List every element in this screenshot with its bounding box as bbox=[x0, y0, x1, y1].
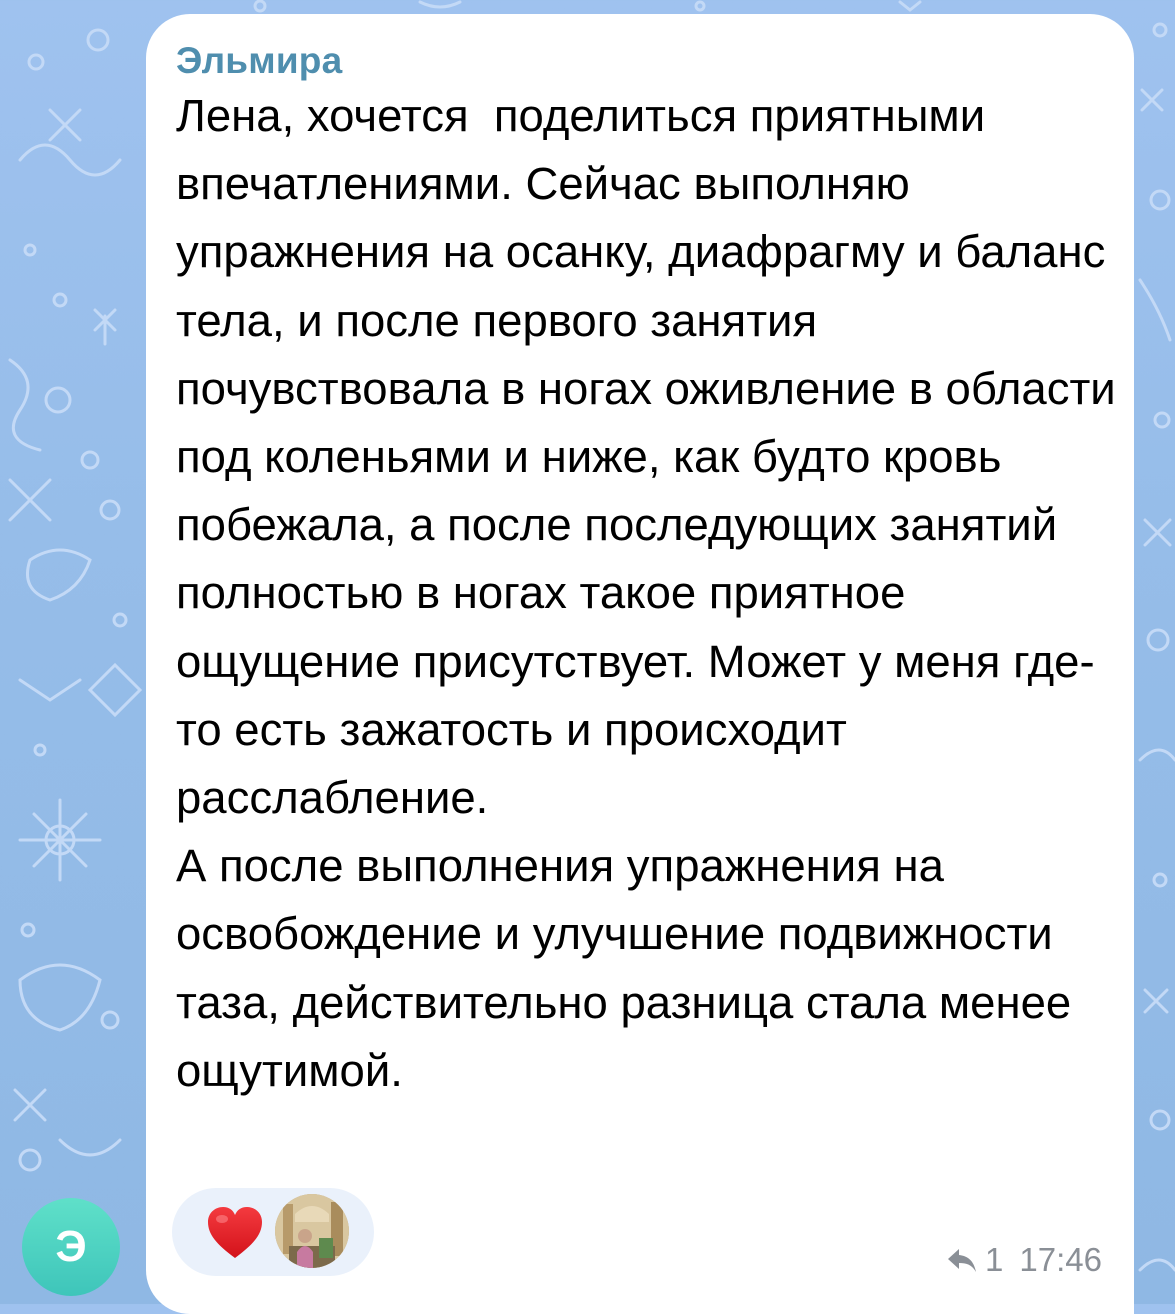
reply-icon[interactable] bbox=[947, 1247, 977, 1273]
reaction-pill[interactable] bbox=[172, 1188, 374, 1276]
reactor-avatar bbox=[275, 1194, 349, 1268]
message-bubble[interactable] bbox=[146, 14, 1134, 1314]
sender-name[interactable]: Эльмира bbox=[176, 40, 343, 81]
reply-count[interactable]: 1 bbox=[985, 1241, 1004, 1278]
sender-avatar[interactable] bbox=[22, 1198, 120, 1296]
message-meta bbox=[947, 1240, 1102, 1280]
heart-icon bbox=[206, 1206, 264, 1260]
message-text: Лена, хочется поделиться приятными впечатлениями. Сейчас выполняю упражнения на осанку, диафрагму и баланс тела, и после первого занятия почувствовала в ногах оживление в области под коленьями и ниже, как будто кровь побежала, а после последующих занятий полностью в ногах такое приятное ощущение присутствует. Может у меня где-то есть зажатость и происходит расслабление. А после выполнения упражнения на освобождение и улучшение подвижности таза, действительно разница стала менее ощутимой. bbox=[176, 90, 1116, 1096]
message-time: 17:46 bbox=[1019, 1241, 1102, 1278]
avatar-initial: Э bbox=[55, 1222, 87, 1271]
